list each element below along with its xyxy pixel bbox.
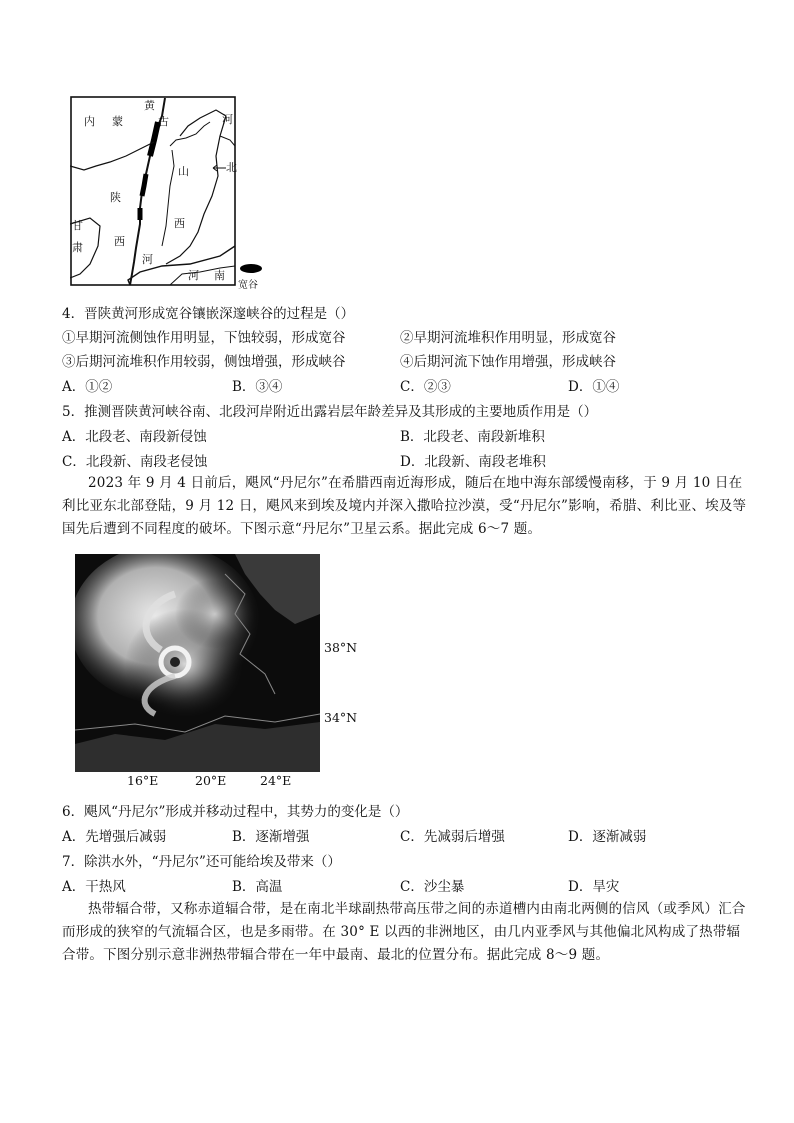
map-label-su: 肃	[72, 241, 83, 254]
wide-valley-legend-label: 宽谷	[238, 280, 258, 291]
map-label-huang: 黄	[144, 99, 155, 112]
map-label-xi-shan: 西	[174, 217, 185, 230]
lat-38n-label: 38°N	[324, 640, 358, 655]
lon-16e-label: 16°E	[127, 773, 159, 788]
map-label-he-bottom: 河	[142, 253, 153, 266]
map-label-gan: 甘	[72, 219, 83, 232]
q7-option-b[interactable]: B．高温	[232, 879, 283, 895]
q7-option-a[interactable]: A．干热风	[62, 879, 126, 895]
passage-hurricane-daniel: 2023 年 9 月 4 日前后，飓风“丹尼尔”在希腊西南近海形成，随后在地中海东部缓慢南移，于 9 月 10 日在利比亚东北部登陆，9 月 12 日，飓风来到埃及境内并深入撒哈拉沙漠，受“丹尼尔”影响，希腊、利比亚、埃及等国先后遭到不同程度的破坏。下图示意“丹尼尔”卫星云系。据此完成 6～7 题。	[62, 475, 747, 537]
q6-option-d[interactable]: D．逐渐减弱	[568, 829, 647, 845]
yellow-river-map	[70, 96, 236, 286]
map-label-shan: 山	[178, 165, 189, 178]
q6-option-c[interactable]: C．先减弱后增强	[400, 829, 505, 845]
map-label-neimeng-2: 蒙	[112, 115, 123, 128]
q5-option-a[interactable]: A．北段老、南段新侵蚀	[62, 429, 207, 445]
wide-valley-legend-symbol	[240, 264, 262, 273]
q5-option-b[interactable]: B．北段老、南段新堆积	[400, 429, 545, 445]
q5-stem: 5．推测晋陕黄河峡谷南、北段河岸附近出露岩层年龄差异及其形成的主要地质作用是（）	[62, 404, 598, 420]
q4-statement-3: ③后期河流堆积作用较弱，侧蚀增强，形成峡谷	[62, 354, 346, 370]
lon-24e-label: 24°E	[260, 773, 292, 788]
passage-itcz: 热带辐合带，又称赤道辐合带，是在南北半球副热带高压带之间的赤道槽内由南北两侧的信风（或季风）汇合而形成的狭窄的气流辐合区，也是多雨带。在 30° E 以西的非洲地区，由几内亚季风与其他偏北风构成了热带辐合带。下图分别示意非洲热带辐合带在一年中最南、最北的位置分布。据此完成 8～9 题。	[62, 901, 746, 963]
q4-statement-1: ①早期河流侧蚀作用明显，下蚀较弱，形成宽谷	[62, 330, 346, 346]
q4-option-c[interactable]: C．②③	[400, 379, 451, 395]
map-label-he-top: 河	[222, 113, 233, 126]
q4-option-b[interactable]: B．③④	[232, 379, 283, 395]
satellite-cloud-image	[75, 554, 320, 772]
map-label-shaan: 陕	[110, 191, 121, 204]
map-label-henan-1: 河	[188, 269, 199, 282]
lon-20e-label: 20°E	[195, 773, 227, 788]
q4-statement-2: ②早期河流堆积作用明显，形成宽谷	[400, 330, 616, 346]
q4-statement-4: ④后期河流下蚀作用增强，形成峡谷	[400, 354, 616, 370]
q7-option-c[interactable]: C．沙尘暴	[400, 879, 465, 895]
map-label-henan-2: 南	[214, 269, 225, 282]
q5-option-d[interactable]: D．北段新、南段老堆积	[400, 454, 546, 470]
lat-34n-label: 34°N	[324, 710, 358, 725]
q6-option-a[interactable]: A．先增强后减弱	[62, 829, 167, 845]
map-label-xi-shaan: 西	[114, 235, 125, 248]
q7-stem: 7．除洪水外，“丹尼尔”还可能给埃及带来（）	[62, 854, 341, 870]
map-label-bei: 北	[226, 161, 237, 174]
q7-option-d[interactable]: D．旱灾	[568, 879, 620, 895]
q4-option-d[interactable]: D．①④	[568, 379, 620, 395]
q4-stem: 4．晋陕黄河形成宽谷镶嵌深邃峡谷的过程是（）	[62, 306, 355, 322]
q6-option-b[interactable]: B．逐渐增强	[232, 829, 310, 845]
map-label-neimeng-1: 内	[84, 115, 95, 128]
satellite-graphic	[75, 554, 320, 772]
map-label-gu: 古	[158, 115, 169, 128]
q5-option-c[interactable]: C．北段新、南段老侵蚀	[62, 454, 208, 470]
q4-option-a[interactable]: A．①②	[62, 379, 113, 395]
q6-stem: 6．飓风“丹尼尔”形成并移动过程中，其势力的变化是（）	[62, 804, 409, 820]
